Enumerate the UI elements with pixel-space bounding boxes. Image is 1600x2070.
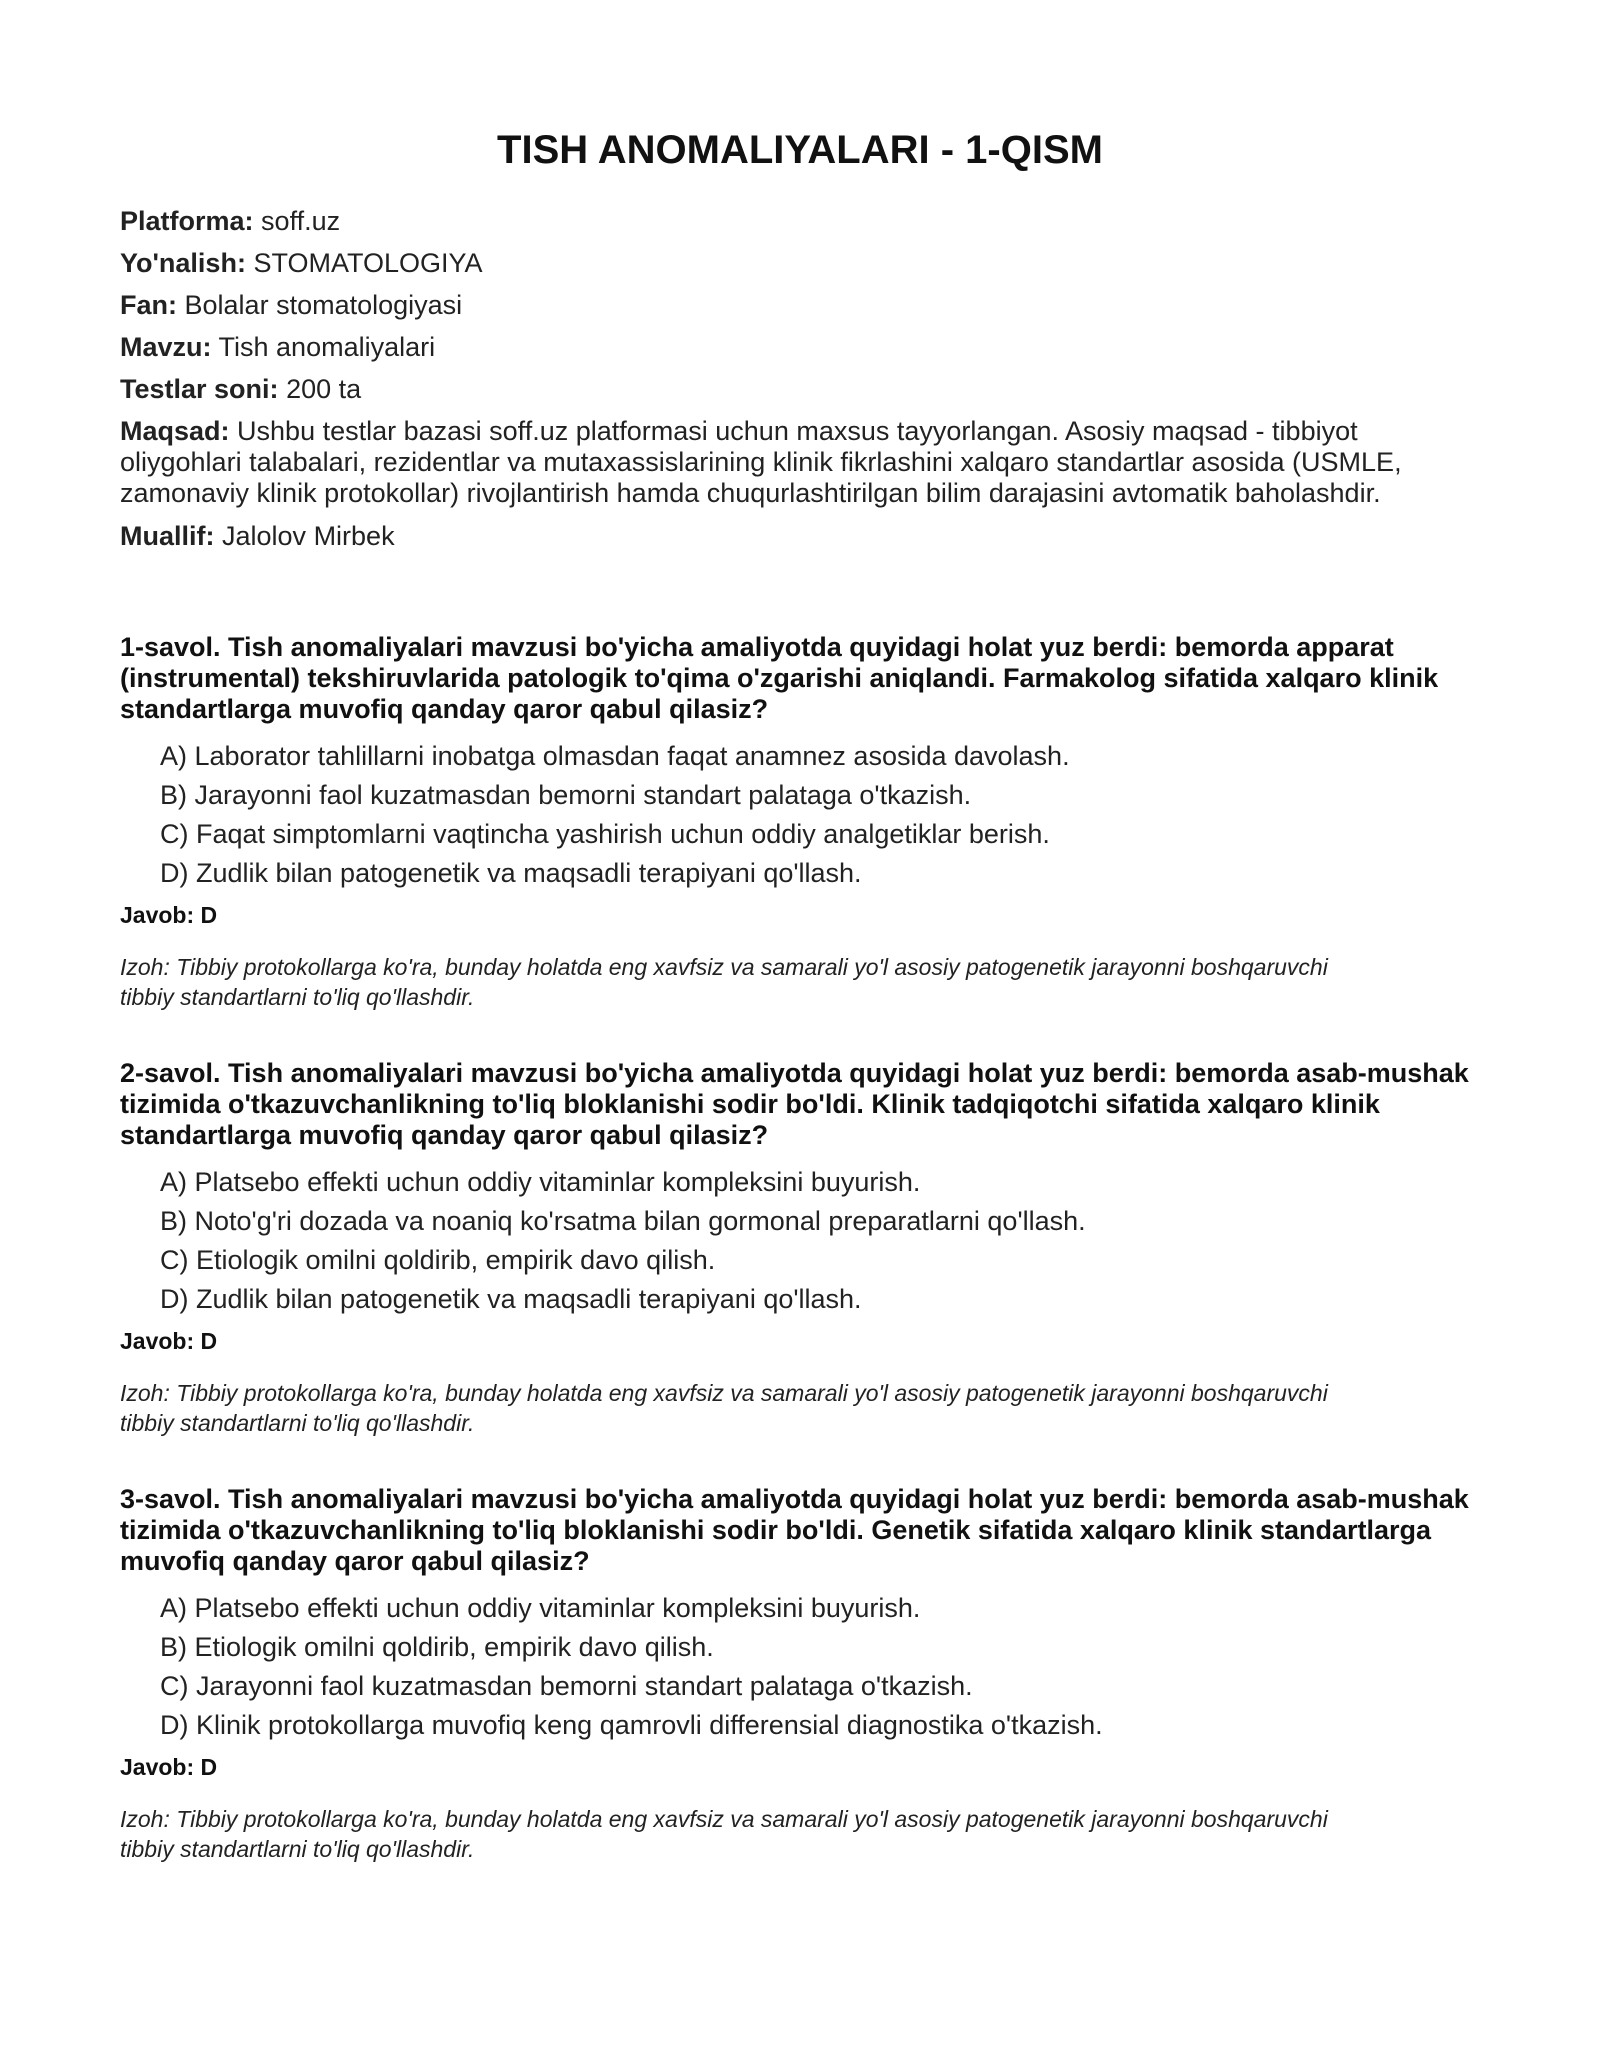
meta-fan: [120, 290, 1480, 321]
option-d: D) Klinik protokollarga muvofiq keng qamrovli differensial diagnostika o'tkazish.: [160, 1710, 1103, 1740]
question-3: [120, 1484, 1480, 1864]
question-1: [120, 632, 1480, 1012]
option-list: [160, 741, 1480, 889]
option-a: A) Platsebo effekti uchun oddiy vitaminlar kompleksini buyurish.: [160, 1593, 921, 1623]
answer-label: Javob: D: [120, 902, 218, 928]
meta-key: Testlar soni:: [120, 374, 279, 404]
meta-value: Jalolov Mirbek: [222, 521, 395, 551]
question-text: 1-savol. Tish anomaliyalari mavzusi bo'yicha amaliyotda quyidagi holat yuz berdi: bemorda apparat (instrumental) tekshiruvlarida patologik to'qima o'zgarishi aniqlandi. Farmakolog sifatida xalqaro klinik standartlarga muvofiq qanday qaror qabul qilasiz?: [120, 632, 1439, 724]
answer-label: Javob: D: [120, 1328, 218, 1354]
answer-label: Javob: D: [120, 1754, 218, 1780]
option-d: D) Zudlik bilan patogenetik va maqsadli terapiyani qo'llash.: [160, 1284, 862, 1314]
option-b: B) Etiologik omilni qoldirib, empirik davo qilish.: [160, 1632, 714, 1662]
meta-value: 200 ta: [286, 374, 362, 404]
meta-maqsad: [120, 416, 1480, 509]
option-c: C) Etiologik omilni qoldirib, empirik davo qilish.: [160, 1245, 716, 1275]
meta-muallif: [120, 521, 1480, 552]
meta-key: Mavzu:: [120, 332, 212, 362]
question-2: [120, 1058, 1480, 1438]
option-b: B) Jarayonni faol kuzatmasdan bemorni standart palataga o'tkazish.: [160, 780, 972, 810]
document-page: [120, 120, 1480, 1910]
question-text: 3-savol. Tish anomaliyalari mavzusi bo'yicha amaliyotda quyidagi holat yuz berdi: bemorda asab-mushak tizimida o'tkazuvchanlikning to'liq bloklanishi sodir bo'ldi. Genetik sifatida xalqaro klinik standartlarga muvofiq qanday qaror qabul qilasiz?: [120, 1484, 1469, 1576]
meta-value: STOMATOLOGIYA: [253, 248, 483, 278]
meta-yonalish: [120, 248, 1480, 279]
option-a: A) Platsebo effekti uchun oddiy vitaminlar kompleksini buyurish.: [160, 1167, 921, 1197]
meta-value: soff.uz: [261, 206, 341, 236]
meta-block: [120, 206, 1480, 552]
option-a: A) Laborator tahlillarni inobatga olmasdan faqat anamnez asosida davolash.: [160, 741, 1070, 771]
explanation-text: Izoh: Tibbiy protokollarga ko'ra, bunday holatda eng xavfsiz va samarali yo'l asosiy patogenetik jarayonni boshqaruvchi tibbiy standartlarni to'liq qo'llashdir.: [120, 1806, 1328, 1862]
meta-key: Platforma:: [120, 206, 254, 236]
option-c: C) Faqat simptomlarni vaqtincha yashirish uchun oddiy analgetiklar berish.: [160, 819, 1050, 849]
option-list: [160, 1593, 1480, 1741]
option-b: B) Noto'g'ri dozada va noaniq ko'rsatma bilan gormonal preparatlarni qo'llash.: [160, 1206, 1086, 1236]
meta-key: Maqsad:: [120, 416, 230, 446]
questions-list: [120, 632, 1480, 1864]
meta-key: Fan:: [120, 290, 177, 320]
explanation-text: Izoh: Tibbiy protokollarga ko'ra, bunday holatda eng xavfsiz va samarali yo'l asosiy patogenetik jarayonni boshqaruvchi tibbiy standartlarni to'liq qo'llashdir.: [120, 954, 1328, 1010]
meta-key: Muallif:: [120, 521, 215, 551]
meta-testlar-soni: [120, 374, 1480, 405]
page-title: TISH ANOMALIYALARI - 1-QISM: [497, 128, 1103, 172]
option-d: D) Zudlik bilan patogenetik va maqsadli terapiyani qo'llash.: [160, 858, 862, 888]
meta-value: Ushbu testlar bazasi soff.uz platformasi uchun maxsus tayyorlangan. Asosiy maqsad - tibbiyot oliygohlari talabalari, rezidentlar va mutaxassislarining klinik fikrlashini xalqaro standartlar asosida (USMLE, zamonaviy klinik protokollar) rivojlantirish hamda chuqurlashtirilgan bilim darajasini avtomatik baholashdir.: [120, 416, 1402, 508]
option-list: [160, 1167, 1480, 1315]
meta-value: Bolalar stomatologiyasi: [184, 290, 463, 320]
meta-mavzu: [120, 332, 1480, 363]
meta-key: Yo'nalish:: [120, 248, 246, 278]
explanation-text: Izoh: Tibbiy protokollarga ko'ra, bunday holatda eng xavfsiz va samarali yo'l asosiy patogenetik jarayonni boshqaruvchi tibbiy standartlarni to'liq qo'llashdir.: [120, 1380, 1328, 1436]
meta-platforma: [120, 206, 1480, 237]
option-c: C) Jarayonni faol kuzatmasdan bemorni standart palataga o'tkazish.: [160, 1671, 973, 1701]
meta-value: Tish anomaliyalari: [218, 332, 436, 362]
question-text: 2-savol. Tish anomaliyalari mavzusi bo'yicha amaliyotda quyidagi holat yuz berdi: bemorda asab-mushak tizimida o'tkazuvchanlikning to'liq bloklanishi sodir bo'ldi. Klinik tadqiqotchi sifatida xalqaro klinik standartlarga muvofiq qanday qaror qabul qilasiz?: [120, 1058, 1469, 1150]
